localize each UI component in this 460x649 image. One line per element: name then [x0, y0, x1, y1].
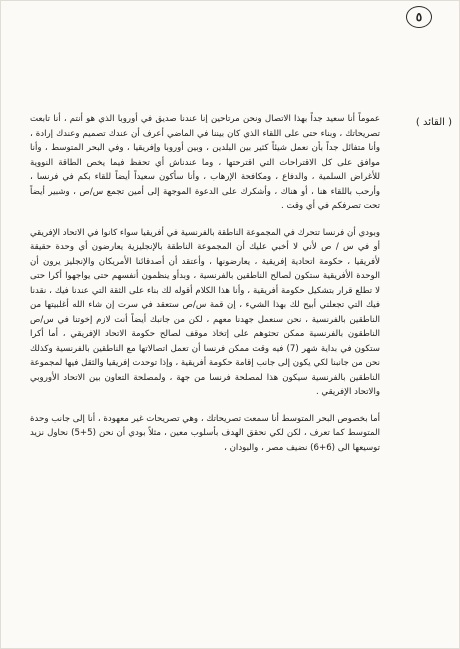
document-body	[30, 112, 380, 641]
paragraph: أما بخصوص البحر المتوسط أنا سمعت تصريحاتك ، وهي تصريحات غير معهودة ، أنا إلى جانب وحدة المتوسط كما تعرف ، لكن لكي نحقق الهدف بأسلوب معين ، مثلاً بودي أن نحن (5+5) نحاول نزيد توسيعها الى (6+6) نضيف مصر ، والبودان ،	[30, 413, 380, 453]
page-number: ٥	[406, 6, 432, 28]
paragraph: عموماً أنا سعيد جداً بهذا الاتصال ونحن مرتاحين إنا عندنا صديق في أوروبا الذي هو أنتم ، أنا تابعت تصريحاتك ، وبناء حتى على اللقاء الذي كان بيننا في الماضي أعرف أن عندك تصميم وعندك إرادة ، وأنا متفائل جداً بأن نعمل شيئاً كثير بين البلدين ، وبين أوروبا وإفريقيا ، وفي البحر المتوسط ، وأنا موافق على كل الاقتراحات التي اقترحتها ، وما عندناش أي تحفظ فيما يخص الطاقة النووية للأغراض السلمية ، والدفاع ، ومكافحة الإرهاب ، وأنا سأكون سعيداً أيضاً للقاء بكم في فرنسا ، وأرحب باللقاء هنا ، أو هناك ، وأشكرك على الدعوة الموجهة إلى أمين تجمع س/ص ، وشبير أيضاً تحت تصرفكم في أي وقت .	[30, 114, 380, 211]
speaker-label: ( القائد )	[415, 117, 452, 128]
paragraph: وبودي أن فرنسا تتحرك في المجموعة الناطقة بالفرنسية في أفريقيا سواء كانوا في الاتحاد الإفريقي أو في س / ص لأني لا أخبي عليك أن المجموعة الناطقة بالإنجليزية يعارضون أي وحدة حقيقة لأفريقيا ، حكومة اتحادية إفريقية ، يعارضونها ، وأعتقد أن أصدقائنا الأمريكان والإنجليز يرون أن الوحدة الأفريقية ستكون لصالح الناطقين بالفرنسية ، وبدأو ينظمون أنفسهم حتى يواجهوا أكرا حتى لا تطلع قرار بتشكيل حكومة أفريقية ، وأنا هذا الكلام أقوله لك بناء على الثقة التي عندنا فيك ، نقدنا فيك التي تجعلني أبيح لك بهذا الشيء ، إن قمة س/ص ستعقد في سرت إن شاء الله أغلبيتها من الناطقين بالفرنسية ، نحن سنعمل جهدنا معهم ، لكن من جانبك أيضاً أنت لازم إخوتنا في س/ص الناطقون بالفرنسية ممكن تحثوهم على إتخاذ موقف لصالح حكومة الاتحاد الإفريقي ، أما أكرا ستكون في بداية شهر (7) فيه وقت ممكن فرنسا أن تعمل اتصالاتها مع الناطقين بالفرنسية وكذلك نحن من جانبنا لكي يكون إلى جانب إقامة حكومة أفريقية ، وإذا توحدت إفريقيا والثقل فيها لمجموعة الناطقين بالفرنسية سيكون هذا لمصلحة فرنسا من جهة ، ولمصلحة التعاون بين الاتحاد الأوروبي والاتحاد الإفريقي .	[30, 227, 380, 397]
